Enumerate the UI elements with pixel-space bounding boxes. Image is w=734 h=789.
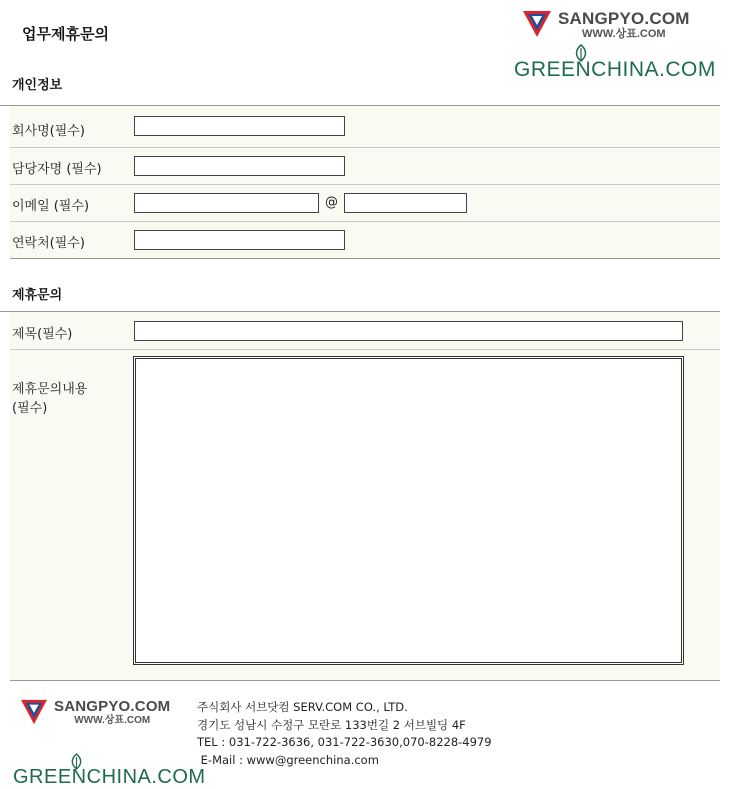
footer-company-info xyxy=(197,699,492,769)
leaf-icon xyxy=(70,753,83,770)
email-label: 이메일 (필수) xyxy=(12,199,90,214)
content-label-line1: 제휴문의내용 xyxy=(12,382,88,397)
phone-label: 연락처(필수) xyxy=(12,236,85,251)
contact-person-input[interactable] xyxy=(134,156,345,176)
content-label-line2: (필수) xyxy=(12,401,48,416)
greenchina-logo[interactable] xyxy=(514,58,734,82)
sangpyo-logo[interactable] xyxy=(522,10,690,40)
contact-person-row xyxy=(10,148,720,185)
footer-address-line: 경기도 성남시 수정구 모란로 133번길 2 서브빌딩 4F xyxy=(197,717,466,732)
page-title: 업무제휴문의 xyxy=(22,25,109,43)
company-input[interactable] xyxy=(134,116,345,136)
email-at-sign: @ xyxy=(325,195,338,210)
footer-sangpyo-brand-text: SANGPYO.COM xyxy=(54,698,171,715)
sangpyo-logo-icon xyxy=(522,10,552,38)
content-textarea[interactable] xyxy=(133,356,684,665)
sangpyo-sub-text: WWW.상표.COM xyxy=(582,28,666,40)
content-row xyxy=(10,350,720,681)
inquiry-section-title: 제휴문의 xyxy=(12,288,63,303)
personal-section-title: 개인정보 xyxy=(12,78,63,93)
footer-sangpyo-logo[interactable] xyxy=(20,699,170,726)
phone-input[interactable] xyxy=(134,230,345,250)
footer-company-line: 주식회사 서브닷컴 SERV.COM CO., LTD. xyxy=(197,700,408,714)
email-row xyxy=(10,185,720,222)
footer-greenchina-brand-text: GREENCHINA.COM xyxy=(13,766,206,788)
footer-email-line: E-Mail : www@greenchina.com xyxy=(197,752,379,767)
contact-person-label: 담당자명 (필수) xyxy=(12,162,102,177)
greenchina-brand-text: GREENCHINA.COM xyxy=(514,58,716,81)
footer-sangpyo-sub-text: WWW.상표.COM xyxy=(74,715,151,726)
company-row xyxy=(10,106,720,148)
subject-row xyxy=(10,312,720,350)
subject-label: 제목(필수) xyxy=(12,327,73,342)
leaf-icon xyxy=(574,44,588,62)
content-label xyxy=(12,380,87,418)
email-domain-input[interactable] xyxy=(344,193,467,213)
company-label: 회사명(필수) xyxy=(12,124,85,139)
phone-row xyxy=(10,222,720,259)
sangpyo-brand-text: SANGPYO.COM xyxy=(558,9,690,28)
email-local-input[interactable] xyxy=(134,193,319,213)
subject-input[interactable] xyxy=(134,321,683,341)
sangpyo-logo-icon xyxy=(20,699,48,725)
footer-tel-line: TEL : 031-722-3636, 031-722-3630,070-8228-4979 xyxy=(197,735,492,749)
